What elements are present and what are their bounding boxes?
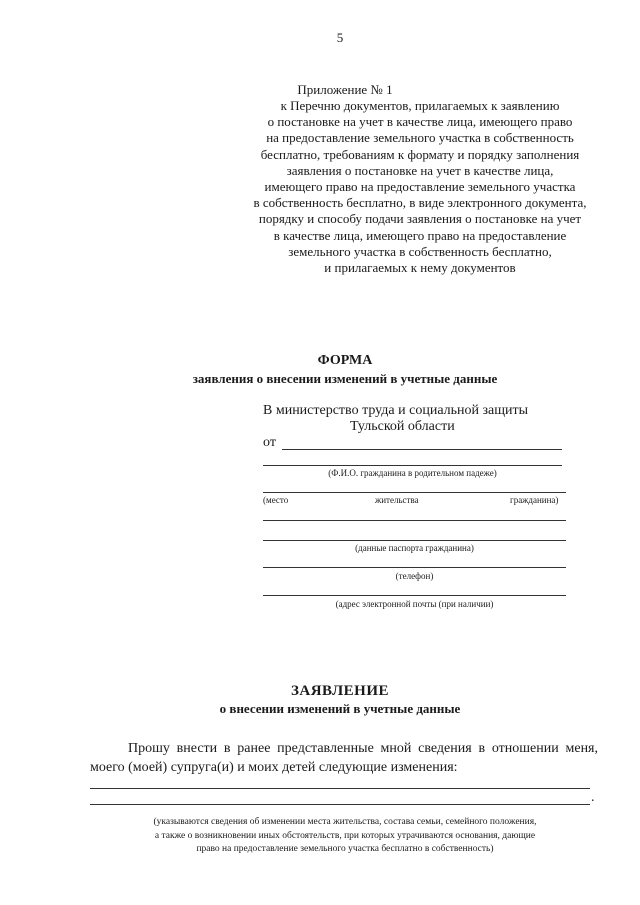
residence-line-2[interactable] xyxy=(263,520,566,521)
residence-line-1[interactable] xyxy=(263,492,566,493)
appendix-line: бесплатно, требованиям к формату и порядку заполнения xyxy=(260,146,580,162)
email-line[interactable] xyxy=(263,595,566,596)
appendix-line: земельного участка в собственность бесплатно, xyxy=(288,243,552,259)
appendix-line: порядку и способу подачи заявления о постановке на учет xyxy=(258,211,582,227)
residence-caption-mid: жительства xyxy=(375,495,419,505)
appendix-line: и прилагаемых к нему документов xyxy=(324,260,516,276)
from-label: от xyxy=(263,435,276,450)
phone-caption: (телефон) xyxy=(395,571,434,581)
email-caption: (адрес электронной почты (при наличии) xyxy=(335,599,494,609)
appendix-line: имеющего право на предоставление земельного участка xyxy=(264,179,576,195)
passport-line[interactable] xyxy=(263,540,566,541)
phone-line[interactable] xyxy=(263,567,566,568)
statement-subtitle: о внесении изменений в учетные данные xyxy=(219,701,461,716)
form-title: ФОРМА xyxy=(317,353,373,368)
statement-title: ЗАЯВЛЕНИЕ xyxy=(290,683,390,699)
changes-line-2[interactable] xyxy=(90,804,590,805)
appendix-body xyxy=(200,98,640,276)
residence-caption-right: гражданина) xyxy=(510,495,559,505)
appendix-line: в собственность бесплатно, в виде электронного документа, xyxy=(253,195,587,211)
statement-note xyxy=(95,816,595,857)
passport-caption: (данные паспорта гражданина) xyxy=(355,543,474,553)
note-line: (указываются сведения об изменении места жительства, состава семьи, семейного положения, xyxy=(153,817,537,827)
form-subtitle: заявления о внесении изменений в учетные данные xyxy=(192,371,498,386)
appendix-line: о постановке на учет в качестве лица, имеющего право xyxy=(267,114,573,130)
note-line: а также о возникновении иных обстоятельств, при которых утрачиваются основания, дающие xyxy=(154,830,536,841)
addressee-line-2: Тульской области xyxy=(350,419,455,434)
page-number: 5 xyxy=(336,30,344,45)
addressee-line-1: В министерство труда и социальной защиты xyxy=(263,403,529,418)
note-line: право на предоставление земельного участка бесплатно в собственность) xyxy=(196,844,494,854)
fio-caption: (Ф.И.О. гражданина в родительном падеже) xyxy=(328,468,497,478)
changes-line-1[interactable] xyxy=(90,788,590,789)
appendix-title: Приложение № 1 xyxy=(297,82,393,97)
fio-line-1[interactable] xyxy=(282,449,562,450)
fio-line-2[interactable] xyxy=(263,465,562,466)
appendix-line: к Перечню документов, прилагаемых к заявлению xyxy=(280,98,560,113)
appendix-line: на предоставление земельного участка в собственность xyxy=(266,130,574,146)
residence-caption-left: (место xyxy=(263,495,289,505)
end-mark: . xyxy=(591,790,595,805)
appendix-line: в качестве лица, имеющего право на предоставление xyxy=(273,227,567,243)
appendix-line: заявления о постановке на учет в качестве лица, xyxy=(286,162,554,178)
statement-body: Прошу внести в ранее представленные мной сведения в отношении меня, моего (моей) супруга(и) и моих детей следующие изменения: xyxy=(90,741,598,775)
